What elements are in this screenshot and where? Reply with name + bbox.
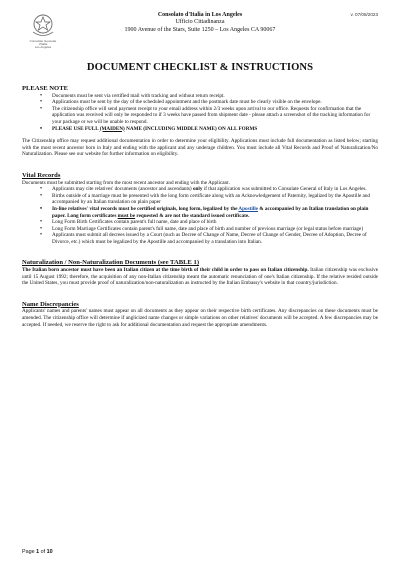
total-pages: 10 xyxy=(46,549,53,555)
version-label: v. 07/08/2023 xyxy=(350,12,378,17)
list-item xyxy=(52,206,378,219)
please-note-heading: PLEASE NOTE xyxy=(22,85,68,92)
list-item: • Documents must be sent via certified mail with tracking and without return receipt. xyxy=(52,93,378,100)
consulate-address: 1900 Avenue of the Stars, Suite 1250 – Los Angeles CA 90067 xyxy=(124,26,276,33)
naturalization-paragraph xyxy=(22,267,378,287)
vital-records-list xyxy=(22,186,378,245)
list-item: • Long Form Birth Certificates contain parent's full name, date and place of birth xyxy=(52,219,378,226)
page-number: 1 xyxy=(36,549,40,555)
naturalization-bold-text: The Italian born ancestor must have been an Italian citizen at the time birth of their child in order to pass on Italian citizenship. xyxy=(22,267,309,274)
naturalization-section xyxy=(22,259,378,286)
letterhead-text xyxy=(22,12,378,34)
list-item: • Births outside of a marriage must be presented with the long form certificate along with an Acknowledgement of Paternity, legalized by the Apostille and accompanied by an Italian translation on plain paper xyxy=(52,193,378,206)
list-item: • Applicants must submit all decrees issued by a Court (such as Decree of Change of Name, Decree of Change of Gender, Decree of Adoption, Decree of Divorce, etc.) which must be legalized by the Apostille and accompanied by a translation into Italian. xyxy=(52,232,378,245)
list-item: • Applications must be sent by the day of the scheduled appointment and the postmark date must be clearly visible on the envelope. xyxy=(52,99,378,106)
emblem-caption-line-2: Los Angeles xyxy=(34,45,52,50)
vital-records-heading: Vital Records xyxy=(22,171,61,179)
intro-paragraph: The Citizenship office may request additional documentation in order to determine your eligibility. Applications must include full documentation as listed below; starting with the most recent ancestor born in Italy and ending with the applicant and any underage children. You must include all Vital Records and Proof of Naturalization/No Naturalization. Please see our website for further information on eligibility. xyxy=(22,138,378,158)
apostille-link[interactable]: Apostille xyxy=(238,205,258,212)
vital-records-intro: Documents must be submitted starting from the most recent ancestor and ending with the Applicant. xyxy=(22,179,230,186)
vital-records-section xyxy=(22,172,378,246)
letterhead xyxy=(22,8,378,48)
emblem-caption-line-1: Consolato Generale d'Italia xyxy=(29,39,57,47)
item-text: In-line relatives' vital records must be certified originals, long form, legalized by the xyxy=(52,205,239,212)
please-note-list xyxy=(22,93,378,133)
must-be-emphasis: must be xyxy=(117,212,136,219)
item-text: & accompanied by an Italian translation on plain paper. Long form certificates xyxy=(52,205,369,219)
maiden-text: (MAIDEN) xyxy=(99,125,125,132)
list-item-full-name-note xyxy=(52,126,378,133)
item-text: requested & are not the standard issued certificate. xyxy=(135,212,250,219)
please-note-section xyxy=(22,85,378,132)
consulate-name: Consolato d'Italia in Los Angeles xyxy=(157,12,243,18)
name-discrepancies-section xyxy=(22,301,378,328)
of-label: of xyxy=(39,549,47,555)
naturalization-text: Italian citizenship was exclusive until 15 August 1992; therefore, the acquisition of any non-Italian citizenship meant the automatic renunciation of one's Italian citizenship. If the relative resided outside the United States, you must provide proof of naturalization/non-naturalization as instructed by the Italian Embassy's website in that country/jurisdiction. xyxy=(22,267,378,287)
list-item: • Long Form Marriage Certificates contain parent's full name, date and place of birth and number of previous marriage (or legal status before marriage) xyxy=(52,226,378,233)
page-label: Page xyxy=(22,549,37,555)
office-name: Ufficio Cittadinanza xyxy=(175,19,225,26)
page-title: DOCUMENT CHECKLIST & INSTRUCTIONS xyxy=(86,62,314,73)
naturalization-heading: Naturalization / Non-Naturalization Documents (see TABLE 1) xyxy=(22,259,200,267)
page-footer xyxy=(22,549,53,555)
only-emphasis: only xyxy=(192,186,203,193)
item-text: Applicants may cite relatives' documents (ancestor and ascendants) xyxy=(52,186,193,193)
full-name-pre: PLEASE USE FULL xyxy=(52,125,100,132)
name-discrepancies-paragraph: Applicants' names and parents' names must appear on all documents as they appear on their respective birth certificates. Any discrepancies on these documents must be amended. The citizenship office will determine if anglicized name changes or simple variations on other relatives' documents will be accepted. A few discrepancies may be accepted. If needed, we reserve the right to ask for additional documentation and request the appropriate amendments. xyxy=(22,308,378,328)
name-discrepancies-heading: Name Discrepancies xyxy=(22,300,79,308)
list-item: • The citizenship office will send payment receipt to your email address within 2/3 weeks upon arrival to our office. Requests for confirmation that the application was received will only be responded to if 3 weeks have passed from shipment date - please attach a screenshot of the tracking information for your package or we will be unable to respond. xyxy=(52,106,378,126)
full-name-post: NAME (INCLUDING MIDDLE NAME) ON ALL FORMS xyxy=(124,125,258,132)
list-item xyxy=(52,186,378,193)
item-text: if that application was submitted to Consulate General of Italy in Los Angeles. xyxy=(202,186,367,193)
